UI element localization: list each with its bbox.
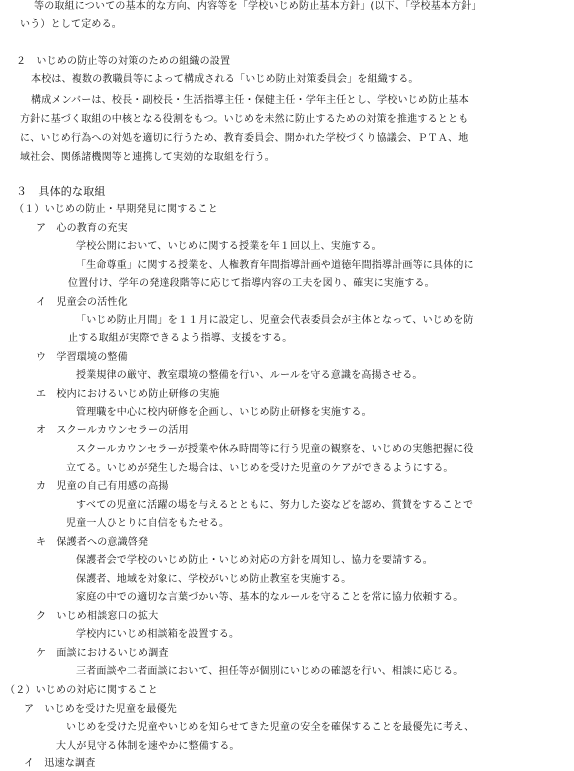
section-3-heading: ３ 具体的な取組: [16, 185, 106, 198]
item-title-u: ウ 学習環境の整備: [36, 352, 128, 363]
item-line: スクールカウンセラーが授業や休み時間等に行う児童の観察を、いじめの実態把握に役: [76, 444, 474, 455]
section-2-heading: ２ いじめの防止等の対策のための組織の設置: [16, 56, 231, 67]
section-2-paragraph-2-line: 方針に基づく取組の中核となる役割をもつ。いじめを未然に防止するための対策を推進するととも: [20, 114, 469, 125]
item-title-ka: カ 児童の自己有用感の高揚: [36, 481, 169, 492]
item-title-ku: ク いじめ相談窓口の拡大: [36, 611, 159, 622]
item-title-ki: キ 保護者への意識啓発: [36, 537, 149, 548]
item-line: 「生命尊重」に関する授業を、人権教育年間指導計画や道徳年間指導計画等に具体的に: [76, 260, 474, 271]
item-line: 立てる。いじめが発生した場合は、いじめを受けた児童のケアができるようにする。: [66, 463, 454, 474]
item-line: 止する取組が実際できるよう指導、支援をする。: [68, 333, 293, 344]
section-2-paragraph-1: 本校は、複数の教職員等によって構成される「いじめ防止対策委員会」を組織する。: [31, 74, 419, 85]
item-title-a2: ア いじめを受けた児童を最優先: [24, 704, 177, 715]
item-title-i2: イ 迅速な調査: [24, 758, 96, 769]
subsection-2-heading: （２）いじめの対応に関すること: [5, 685, 158, 696]
item-line: 位置付け、学年の発達段階等に応じて指導内容の工夫を図り、確実に実施する。: [68, 278, 435, 289]
item-line: 管理職を中心に校内研修を企画し、いじめ防止研修を実施する。: [76, 407, 372, 418]
intro-line-2: いう）として定める。: [20, 19, 122, 30]
item-title-o: オ スクールカウンセラーの活用: [36, 425, 189, 436]
section-2-paragraph-2-line: 域社会、関係諸機関等と連携して実効的な取組を行う。: [20, 152, 275, 163]
item-line: 大人が見守る体制を速やかに整備する。: [56, 741, 240, 752]
item-title-i: イ 児童会の活性化: [36, 297, 128, 308]
item-line: 児童一人ひとりに自信をもたせる。: [66, 518, 230, 529]
item-title-a: ア 心の教育の充実: [36, 223, 128, 234]
item-line: 学校内にいじめ相談箱を設置する。: [76, 629, 240, 640]
intro-line-1: 等の取組についての基本的な方向、内容等を「学校いじめ防止基本方針」(以下、「学校基本方針」: [34, 1, 482, 12]
subsection-1-heading: （１）いじめの防止・早期発見に関すること: [14, 204, 218, 215]
item-line: 学校公開において、いじめに関する授業を年１回以上、実施する。: [76, 241, 382, 252]
item-line: 「いじめ防止月間」を１１月に設定し、児童会代表委員会が主体となって、いじめを防: [76, 315, 474, 326]
item-line: 保護者、地域を対象に、学校がいじめ防止教室を実施する。: [76, 574, 352, 585]
item-title-e: エ 校内におけるいじめ防止研修の実施: [36, 389, 220, 400]
item-title-ke: ケ 面談におけるいじめ調査: [36, 648, 169, 659]
section-2-paragraph-2-line: に、いじめ行為への対処を適切に行うため、教育委員会、開かれた学校づくり協議会、ＰＴＡ、地: [20, 133, 469, 144]
item-line: 三者面談や二者面談において、担任等が個別にいじめの確認を行い、相談に応じる。: [76, 666, 464, 677]
item-line: すべての児童に活躍の場を与えるとともに、努力した姿などを認め、賞賛をすることで: [76, 500, 474, 511]
item-line: いじめを受けた児童やいじめを知らせてきた児童の安全を確保することを最優先に考え、: [66, 722, 475, 733]
item-line: 家庭の中での適切な言葉づかい等、基本的なルールを守ることを常に協力依頼する。: [76, 592, 464, 603]
item-line: 保護者会で学校のいじめ防止・いじめ対応の方針を周知し、協力を要請する。: [76, 555, 433, 566]
item-line: 授業規律の厳守、教室環境の整備を行い、ルールを守る意識を高揚させる。: [76, 370, 423, 381]
section-2-paragraph-2-line: 構成メンバーは、校長・副校長・生活指導主任・保健主任・学年主任とし、学校いじめ防止基本: [31, 95, 469, 106]
